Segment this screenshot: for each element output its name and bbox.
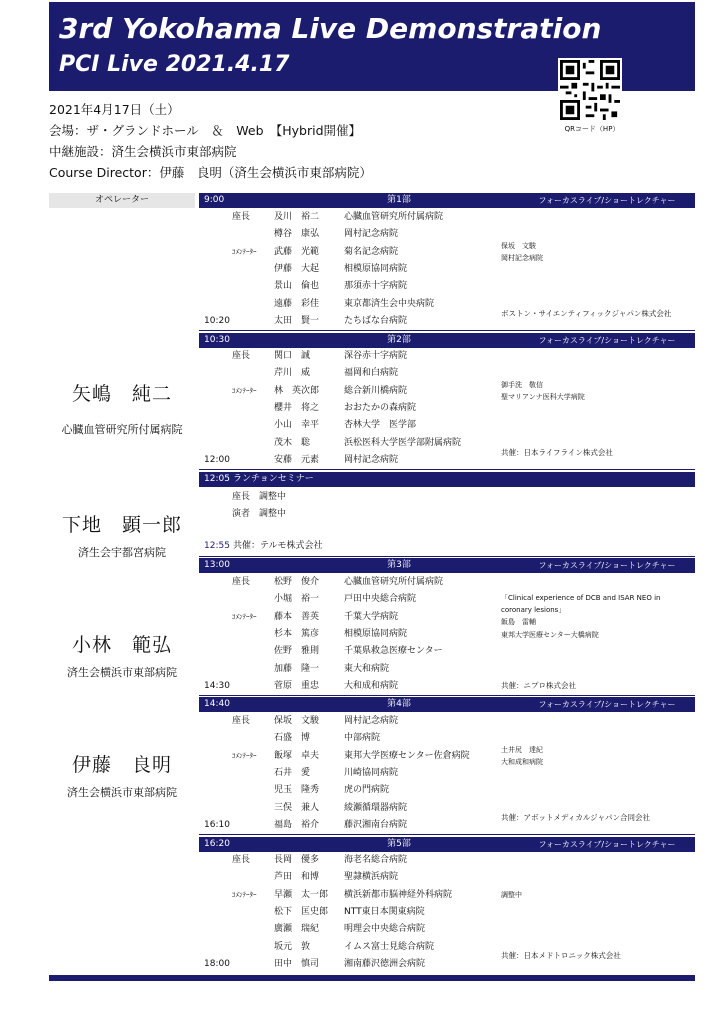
list-item: 座長 関口 誠 深谷赤十字病院 [232,351,408,361]
event-title: 3rd Yokohama Live Demonstration [59,12,602,45]
list-item: 小山 幸平 杏林大学 医学部 [274,420,417,430]
sponsor: 共催：ニプロ株式会社 [501,681,576,690]
sponsor: 共催：日本ライフライン株式会社 [501,448,613,457]
list-item: 18:00 田中 慎司 湘南藤沢徳洲会病院 [204,959,426,969]
operator-name: 小林 範弘 [71,634,172,656]
footer-bar [49,975,695,981]
sponsor: 共催：日本メドトロニック株式会社 [501,951,621,960]
lecturer-hospital: 大和成和病院 [501,758,543,766]
lecturer-hospital: 岡村記念病院 [501,254,543,262]
list-item: ｺﾒﾝﾃｰﾀｰ 武藤 光範 菊名記念病院 [232,247,399,257]
qr-label: QRコード（HP） [564,125,620,133]
list-item: ｺﾒﾝﾃｰﾀｰ 早瀬 太一郎 横浜新都市脳神経外科病院 [232,890,453,900]
list-item: 16:10 福島 裕介 藤沢湘南台病院 [204,820,408,830]
list-item: 小堀 裕一 戸田中央総合病院 [274,594,417,604]
list-item: 松下 匡史郎 NTT東日本関東病院 [274,907,425,917]
course-director: Course Director：伊藤 良明（済生会横浜市東部病院） [49,165,372,180]
list-item: ｺﾒﾝﾃｰﾀｰ 藤本 善英 千葉大学病院 [232,612,399,622]
operator-hospital: 済生会横浜市東部病院 [67,786,177,799]
operator-header: オペレーター [49,193,195,208]
list-item: 座長 松野 俊介 心臓血管研究所付属病院 [232,577,444,587]
operator-hospital: 心臓血管研究所付属病院 [61,423,183,436]
list-item: 茂木 聡 浜松医科大学医学部附属病院 [274,438,462,448]
list-item: 座長 長岡 優多 海老名総合病院 [232,855,408,865]
session-header: 13:00 第3部 フォーカスライブ/ショートレクチャー [199,558,695,573]
operator-hospital: 済生会宇都宮病院 [78,546,166,559]
list-item: 伊藤 大起 相模原協同病院 [274,264,408,274]
list-item: ｺﾒﾝﾃｰﾀｰ 飯塚 卓夫 東邦大学医療センター佐倉病院 [232,751,470,761]
list-item: 櫻井 将之 おおたかの森病院 [274,403,417,413]
list-item: 遠藤 彩佳 東京都済生会中央病院 [274,299,435,309]
list-item: 座長 及川 裕二 心臓血管研究所付属病院 [232,212,444,222]
session-header: 10:30 第2部 フォーカスライブ/ショートレクチャー [199,333,695,348]
list-item: 廣瀬 瑞紀 明理会中央総合病院 [274,924,426,934]
list-item: 杉本 篤彦 相模原協同病院 [274,629,408,639]
session-start-time: 9:00 [204,195,225,205]
list-item: 芹川 威 福岡和白病院 [274,368,399,378]
operator-name: 伊藤 良明 [71,754,172,776]
list-item: 加藤 隆一 東大和病院 [274,664,390,674]
operator-name: 下地 顕一郎 [61,514,182,536]
list-item: 12:00 安藤 元素 岡村記念病院 [204,455,399,465]
operator-hospital: 済生会横浜市東部病院 [67,666,177,679]
lecturer-hospital: 聖マリアンナ医科大学病院 [501,393,585,401]
list-item: 14:30 菅原 重忠 大和成和病院 [204,681,399,691]
list-item: 12:55 共催：テルモ株式会社 [204,541,323,551]
relay-facility: 中継施設：済生会横浜市東部病院 [49,144,237,159]
lecturer-name: 御手洗 敬信 [501,381,543,389]
operator-name: 矢嶋 純二 [71,383,172,405]
list-item: 児玉 隆秀 虎の門病院 [274,785,390,795]
session-type: フォーカスライブ/ショートレクチャー [538,196,676,205]
lecturer-hospital: 東邦大学医療センター大橋病院 [501,631,599,639]
list-item: 座長 保坂 文駿 岡村記念病院 [232,716,399,726]
list-item: 佐野 雅則 千葉県救急医療センター [274,646,443,656]
lecturer-name: 調整中 [501,891,522,899]
list-item: 石井 愛 川崎協同病院 [274,768,399,778]
list-item: 10:20 太田 賢一 たちばな台病院 [204,316,408,326]
lecture-title: 「Clinical experience of DCB and ISAR NEO in [501,594,661,602]
session-header: 12:05 ランチョンセミナー [199,472,695,487]
list-item: 坂元 敦 イムス富士見総合病院 [274,942,435,952]
lecturer-name: 保坂 文駿 [501,242,536,250]
list-item: 座長 調整中 [232,492,287,502]
sponsor: 共催：アボットメディカルジャパン合同会社 [501,813,650,822]
session-header [199,193,695,208]
qr-code-icon[interactable] [558,58,622,122]
lecturer-name: 飯島 雷輔 [501,618,536,626]
session-header: 14:40 第4部 フォーカスライブ/ショートレクチャー [199,697,695,712]
list-item: 景山 倫也 那須赤十字病院 [274,281,408,291]
list-item: 芦田 和博 聖隷横浜病院 [274,872,399,882]
list-item: 樽谷 康弘 岡村記念病院 [274,229,399,239]
event-date: 2021年4月17日（土） [49,102,180,117]
session-title: 第1部 [387,195,411,205]
list-item: 演者 調整中 [232,509,287,519]
list-item: 石盛 博 中部病院 [274,733,381,743]
list-item: ｺﾒﾝﾃｰﾀｰ 林 英次郎 総合新川橋病院 [232,386,408,396]
event-subtitle: PCI Live 2021.4.17 [59,52,290,77]
event-venue: 会場：ザ・グランドホール ＆ Web 【Hybrid開催】 [49,123,362,138]
session-header: 16:20 第5部 フォーカスライブ/ショートレクチャー [199,837,695,852]
lecturer-name: 土井尻 達紀 [501,746,543,754]
list-item: 三俣 兼人 綾瀬循環器病院 [274,803,408,813]
lecture-title: coronary lesions」 [501,606,566,614]
sponsor: ボストン・サイエンティフィックジャパン株式会社 [501,309,672,318]
